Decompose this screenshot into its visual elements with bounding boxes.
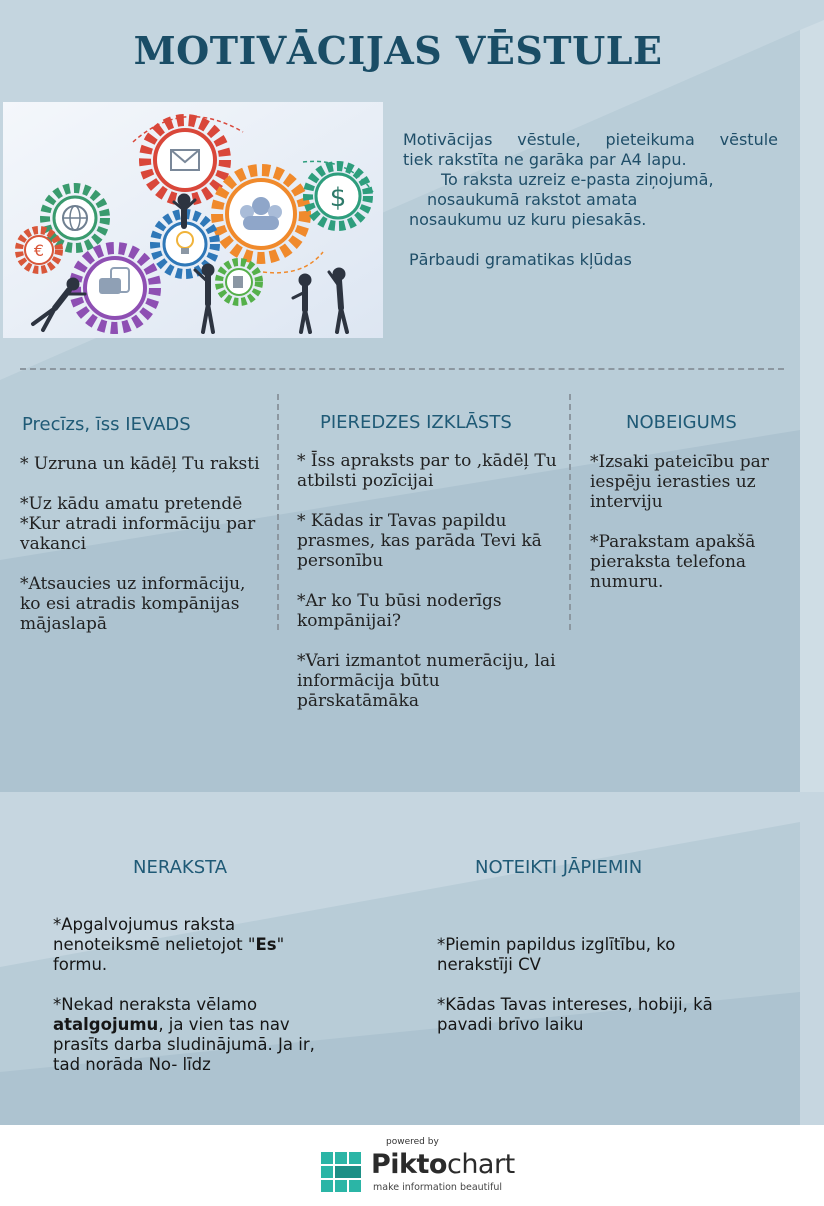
column-heading-ievads: Precīzs, īss IEVADS bbox=[22, 414, 191, 435]
section-heading-japiemin: NOTEIKTI JĀPIEMIN bbox=[475, 857, 643, 878]
text-part: *Nekad neraksta vēlamo bbox=[53, 995, 258, 1014]
list-item: *Ar ko Tu būsi noderīgs kompānijai? bbox=[297, 591, 502, 631]
column-divider bbox=[277, 394, 279, 630]
list-item: *Izsaki pateicību par iespēju ierasties uz interviju bbox=[590, 452, 769, 512]
gears-teamwork-illustration bbox=[3, 102, 383, 338]
brand-bold: Pikto bbox=[371, 1149, 447, 1180]
page-title: MOTIVĀCIJAS VĒSTULE bbox=[133, 28, 663, 73]
column-ievads bbox=[20, 454, 270, 654]
list-item: *Kādas Tavas intereses, hobiji, kā pavadi brīvo laiku bbox=[437, 995, 713, 1034]
section-divider bbox=[20, 368, 784, 370]
section-heading-neraksta: NERAKSTA bbox=[133, 857, 228, 878]
section-japiemin bbox=[437, 935, 727, 1055]
svg-text:$: $ bbox=[329, 183, 347, 213]
text-part: , ja vien tas nav prasīts darba sludinājumā. Ja ir, tad norāda No- līdz bbox=[53, 1015, 315, 1074]
intro-line: nosaukumā rakstot amata bbox=[427, 190, 638, 209]
intro-line: To raksta uzreiz e-pasta ziņojumā, bbox=[441, 170, 714, 189]
list-item: *Atsaucies uz informāciju, ko esi atradis kompānijas mājaslapā bbox=[20, 574, 246, 634]
column-heading-nobeigums: NOBEIGUMS bbox=[626, 412, 737, 433]
list-item bbox=[53, 995, 318, 1075]
column-pieredze bbox=[297, 451, 559, 731]
brand-light: chart bbox=[446, 1149, 515, 1180]
list-item: *Piemin papildus izglītību, ko nerakstīji CV bbox=[437, 935, 676, 974]
list-item: * Īss apraksts par to ,kādēļ Tu atbilsti pozīcijai bbox=[297, 451, 557, 491]
column-nobeigums bbox=[590, 452, 800, 612]
column-heading-pieredze: PIEREDZES IZKLĀSTS bbox=[320, 412, 512, 433]
intro-line: Motivācijas vēstule, pieteikuma vēstule bbox=[403, 130, 778, 149]
intro-line: tiek rakstīta ne garāka par A4 lapu. bbox=[403, 150, 687, 169]
list-item bbox=[53, 915, 318, 975]
list-item: *Uz kādu amatu pretendē *Kur atradi informāciju par vakanci bbox=[20, 494, 256, 554]
emphasis-es: Es bbox=[255, 935, 277, 954]
piktochart-tagline: make information beautiful bbox=[373, 1182, 503, 1193]
column-divider bbox=[569, 394, 571, 630]
intro-line: nosaukumu uz kuru piesakās. bbox=[409, 210, 647, 229]
text-part: *Apgalvojumus raksta nenoteiksmē nelietojot " bbox=[53, 915, 256, 954]
svg-text:€: € bbox=[33, 241, 45, 260]
text-part: " formu. bbox=[53, 935, 285, 974]
intro-grammar-note: Pārbaudi gramatikas kļūdas bbox=[409, 250, 632, 269]
list-item: *Vari izmantot numerāciju, lai informācija būtu pārskatāmāka bbox=[297, 651, 556, 711]
intro-text bbox=[403, 130, 778, 270]
list-item: *Parakstam apakšā pieraksta telefona numuru. bbox=[590, 532, 756, 592]
list-item: * Kādas ir Tavas papildu prasmes, kas parāda Tevi kā personību bbox=[297, 511, 542, 571]
emphasis-atalgojums: atalgojumu bbox=[53, 1015, 159, 1034]
piktochart-logo-icon bbox=[321, 1152, 365, 1196]
section-neraksta bbox=[53, 915, 318, 1095]
list-item: * Uzruna un kādēļ Tu raksti bbox=[20, 454, 260, 474]
powered-by-label: powered by bbox=[386, 1137, 439, 1147]
piktochart-wordmark bbox=[371, 1149, 515, 1180]
